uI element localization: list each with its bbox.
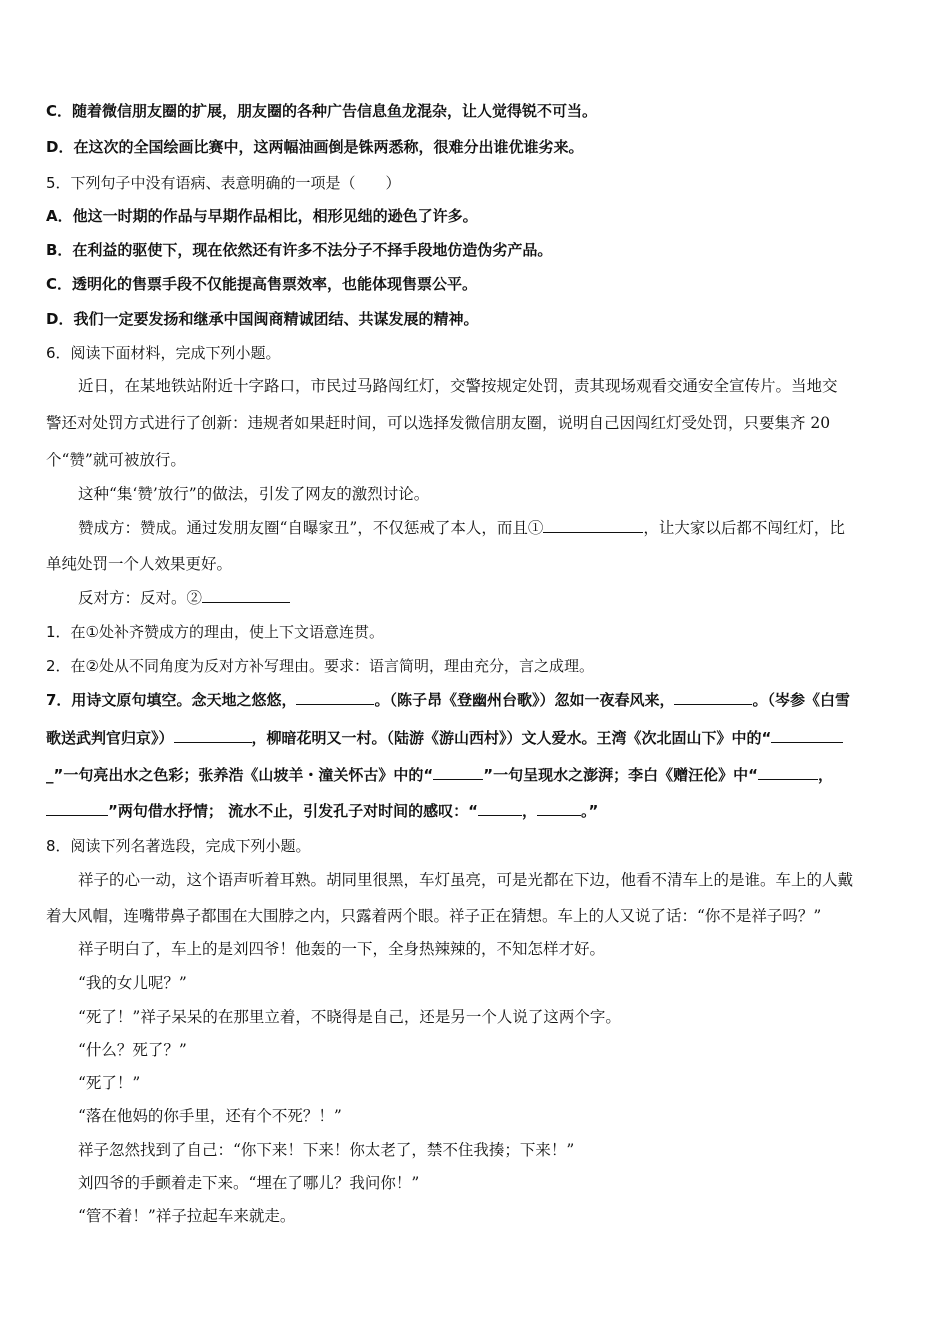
q4-option-d	[46, 136, 583, 158]
q5-option-d	[46, 308, 478, 330]
q5-option-a-text: A．他这一时期的作品与早期作品相比，相形见绌的逊色了许多。	[46, 207, 478, 225]
q7-blank-4[interactable]	[771, 728, 843, 743]
q6-para1-line3	[46, 449, 186, 471]
q7-blank-5[interactable]	[433, 765, 483, 780]
q7-text-2b: ，柳暗花明又一村。（陆游《游山西村》）文人爱水。王湾《次北固山下》中的“	[251, 729, 772, 747]
q5-option-b	[46, 239, 552, 261]
q8-para2	[78, 938, 605, 960]
q8-para4-text: “死了！”祥子呆呆的在那里立着，不晓得是自己，还是另一个人说了这两个字。	[78, 1008, 621, 1026]
q7-text-1a: 7．用诗文原句填空。念天地之悠悠，	[46, 691, 297, 709]
q7-text-3a: _”一句亮出水之色彩；张养浩《山坡羊・潼关怀古》中的“	[46, 766, 434, 784]
q7-blank-6[interactable]	[758, 765, 818, 780]
q8-para6-text: “死了！”	[78, 1074, 141, 1092]
q6-sub1-text: 1．在①处补齐赞成方的理由，使上下文语意连贯。	[46, 623, 384, 641]
q8-para1-text-1: 祥子的心一动，这个语声听着耳熟。胡同里很黑，车灯虽亮，可是光都在下边，他看不清车上的是谁。车上的人戴	[78, 871, 854, 889]
q6-sub2-text: 2．在②处从不同角度为反对方补写理由。要求：语言简明，理由充分，言之成理。	[46, 657, 594, 675]
q7-line2	[46, 727, 843, 749]
q6-sub2	[46, 655, 594, 677]
q5-stem	[46, 172, 401, 194]
q4-option-d-text: D．在这次的全国绘画比赛中，这两幅油画倒是铢两悉称，很难分出谁优谁劣来。	[46, 138, 584, 156]
q5-option-c-text: C．透明化的售票手段不仅能提高售票效率，也能体现售票公平。	[46, 275, 478, 293]
q6-para1-text-2: 警还对处罚方式进行了创新：违规者如果赶时间，可以选择发微信朋友圈，说明自己因闯红灯受处罚，只要集齐 20	[46, 414, 831, 432]
q7-blank-1[interactable]	[296, 690, 374, 705]
q7-blank-8[interactable]	[478, 801, 522, 816]
q8-para7	[78, 1105, 342, 1127]
q7-blank-3[interactable]	[174, 728, 252, 743]
q8-para5-text: “什么？死了？”	[78, 1041, 187, 1059]
q7-blank-9[interactable]	[537, 801, 581, 816]
q8-para2-text: 祥子明白了，车上的是刘四爷！他轰的一下，全身热辣辣的，不知怎样才好。	[78, 940, 606, 958]
q7-text-3b: ”一句呈现水之澎湃；李白《赠汪伦》中“	[483, 766, 758, 784]
q8-para3	[78, 972, 187, 994]
q8-para1-line1	[78, 869, 853, 891]
q6-para3-line2	[46, 553, 232, 575]
q6-para1-text-1: 近日，在某地铁站附近十字路口，市民过马路闯红灯，交警按规定处罚，责其现场观看交通安全宣传片。当地交	[78, 377, 838, 395]
q7-blank-2[interactable]	[674, 690, 752, 705]
q5-option-a	[46, 205, 478, 227]
q8-para1-text-2: 着大风帽，连嘴带鼻子都围在大围脖之内，只露着两个眼。祥子正在猜想。车上的人又说了话：“你不是祥子吗？”	[46, 907, 822, 925]
q7-line1	[46, 689, 850, 711]
q8-para9	[78, 1172, 419, 1194]
q8-para8	[78, 1139, 574, 1161]
q6-para3-text-2: 单纯处罚一个人效果更好。	[46, 555, 233, 573]
q8-para5	[78, 1039, 187, 1061]
q5-option-b-text: B．在利益的驱使下，现在依然还有许多不法分子不择手段地仿造伪劣产品。	[46, 241, 553, 259]
q6-para2-text: 这种“集‘赞’放行”的做法，引发了网友的激烈讨论。	[78, 485, 430, 503]
q6-para3-text-pre: 赞成方：赞成。通过发朋友圈“自曝家丑”，不仅惩戒了本人，而且①	[78, 519, 544, 537]
q8-para4	[78, 1006, 621, 1028]
q6-para4	[78, 587, 290, 609]
q6-para1-line2	[46, 412, 830, 434]
q7-text-1c: 。（岑参《白雪	[752, 691, 850, 709]
q6-stem-text: 6．阅读下面材料，完成下列小题。	[46, 344, 281, 362]
q5-option-c	[46, 273, 477, 295]
q8-para6	[78, 1072, 140, 1094]
q7-text-1b: 。（陈子昂《登幽州台歌》）忽如一夜春风来，	[374, 691, 675, 709]
q7-blank-7[interactable]	[46, 801, 108, 816]
q8-para3-text: “我的女儿呢？”	[78, 974, 187, 992]
q8-para10-text: “管不着！”祥子拉起车来就走。	[78, 1207, 296, 1225]
q8-stem-text: 8．阅读下列名著选段，完成下列小题。	[46, 837, 311, 855]
q6-para4-text: 反对方：反对。②	[78, 589, 203, 607]
q5-option-d-text: D．我们一定要发扬和继承中国闽商精诚团结、共谋发展的精神。	[46, 310, 479, 328]
q7-text-3c: ，	[817, 766, 833, 784]
blank-1[interactable]	[543, 518, 643, 533]
q6-para1-line1	[78, 375, 838, 397]
q7-text-4a: ”两句借水抒情； 流水不止，引发孔子对时间的感叹：“	[108, 802, 478, 820]
q6-sub1	[46, 621, 384, 643]
q6-para3-line1	[78, 517, 845, 539]
q8-stem	[46, 835, 311, 857]
q7-text-2a: 歌送武判官归京》）	[46, 729, 174, 747]
q4-option-c-text: C．随着微信朋友圈的扩展，朋友圈的各种广告信息鱼龙混杂，让人觉得锐不可当。	[46, 102, 598, 120]
blank-2[interactable]	[202, 588, 290, 603]
q7-text-4b: ，	[521, 802, 537, 820]
q6-para3-text-post: ，让大家以后都不闯红灯，比	[643, 519, 845, 537]
q8-para8-text: 祥子忽然找到了自己：“你下来！下来！你太老了，禁不住我揍；下来！”	[78, 1141, 575, 1159]
q7-text-4c: 。”	[580, 802, 599, 820]
q8-para10	[78, 1205, 295, 1227]
q6-para1-text-3: 个“赞”就可被放行。	[46, 451, 186, 469]
q6-stem	[46, 342, 281, 364]
q7-line3	[46, 764, 833, 786]
q7-line4	[46, 800, 598, 822]
q8-para1-line2	[46, 905, 821, 927]
q8-para9-text: 刘四爷的手颤着走下来。“埋在了哪儿？我问你！”	[78, 1174, 420, 1192]
q5-stem-text: 5．下列句子中没有语病、表意明确的一项是（ ）	[46, 174, 401, 192]
q6-para2	[78, 483, 429, 505]
q8-para7-text: “落在他妈的你手里，还有个不死？！”	[78, 1107, 342, 1125]
q4-option-c	[46, 100, 597, 122]
